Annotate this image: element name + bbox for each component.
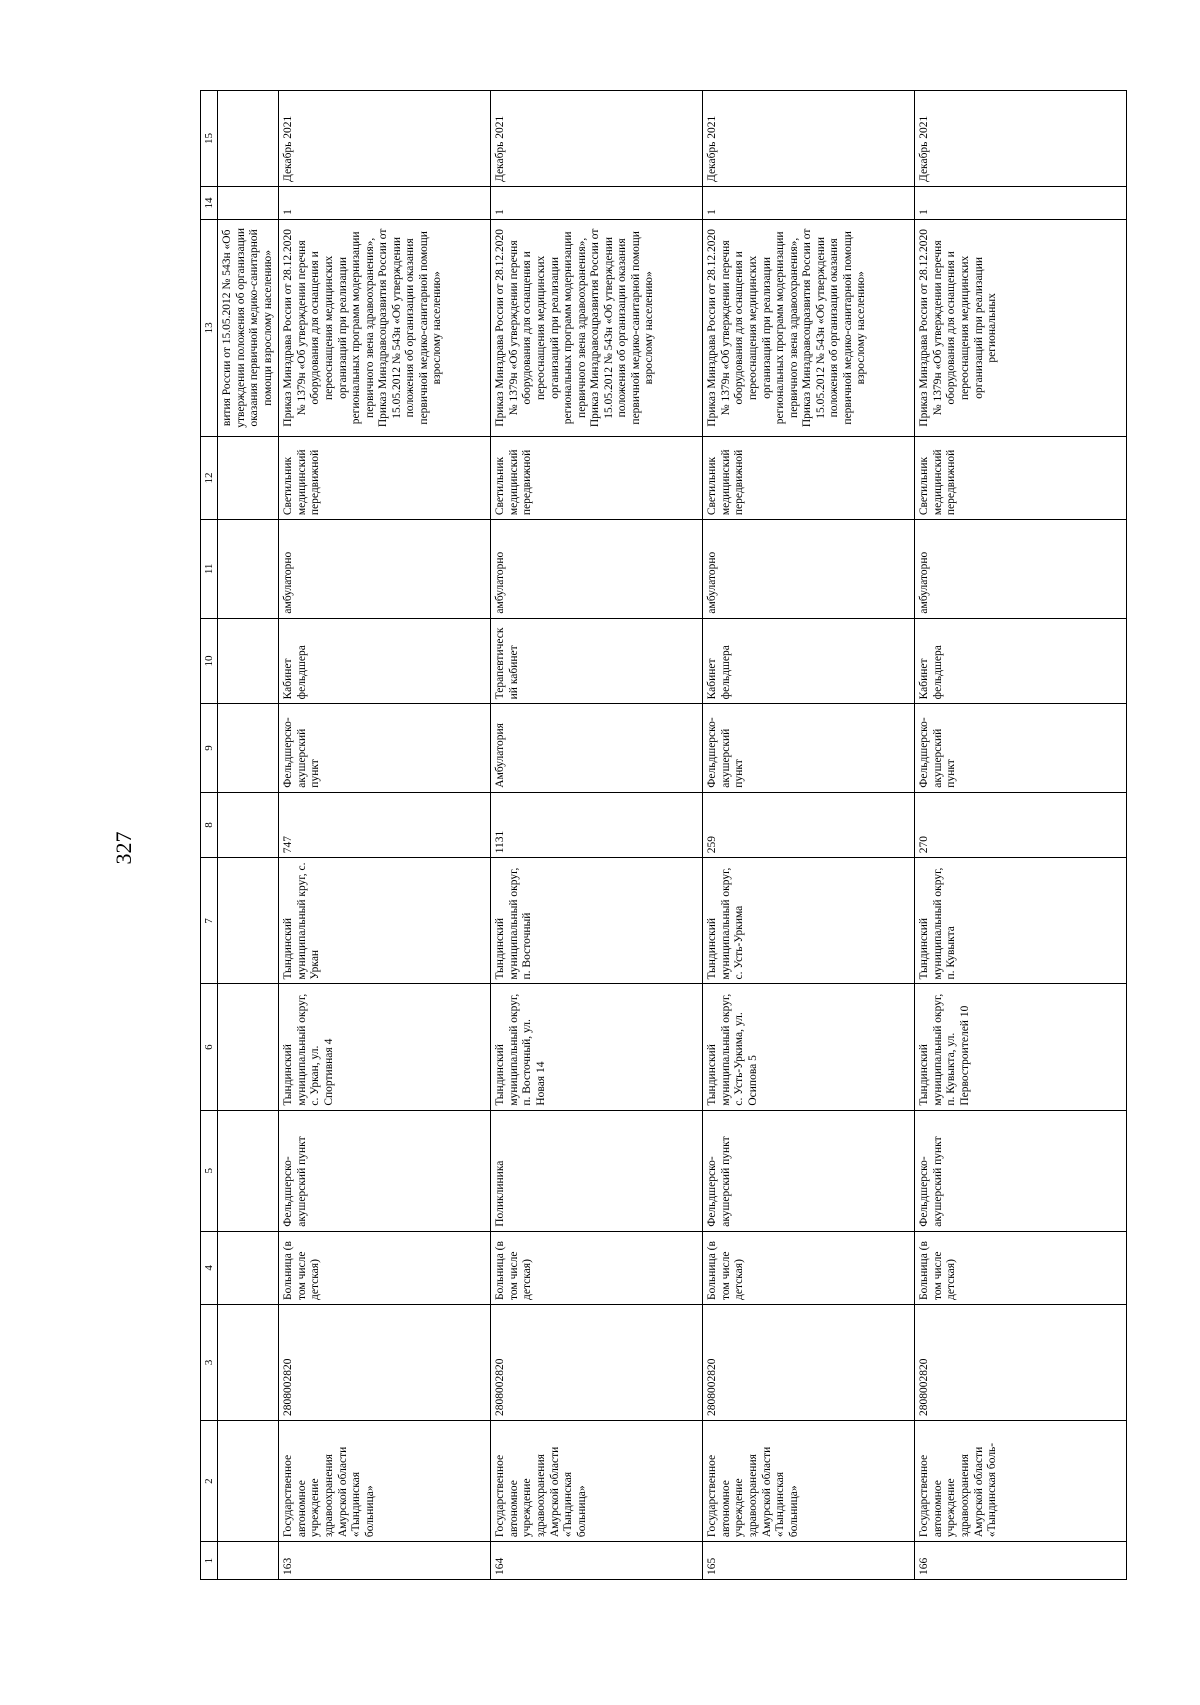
subdivision: Фельдшерско-акушерский пункт [703,1110,915,1231]
legal-basis: Приказ Минздрава России от 28.12.2020 № 1379н «Об утверждении перечня оборудования для оснащения и переоснащения медицинских организаций при реализации региональных программ модернизации первичного звена здравоохранения», Приказ Минздравсоцразвития России от 15.05.2012 № 543н «Об утверждении положения об организации оказания первичной медико-санитарной помощи взрослому населению» [491,219,703,436]
legal-basis: Приказ Минздрава России от 28.12.2020 № 1379н «Об утверждении перечня оборудования для оснащения и переоснащения медицинских организаций при реализации региональных программ модернизации первичного звена здравоохранения», Приказ Минздравсоцразвития России от 15.05.2012 № 543н «Об утверждении положения об организации оказания первичной медико-санитарной помощи взрослому населению» [703,219,915,436]
care-type: амбулаторно [491,520,703,618]
quantity: 1 [915,187,1127,220]
address: Тындинский муниципальный округ, с. Уркан, ул. Спортивная 4 [279,984,491,1110]
row-number: 165 [703,1542,915,1580]
column-number-row [201,91,218,1580]
col-header: 10 [201,618,218,704]
org-type: Больница (в том числе детская) [279,1231,491,1304]
unit: Фельдшерско-акушерский пункт [279,704,491,792]
equipment: Светильник медицинский передвижной [703,436,915,519]
legal-basis: Приказ Минздрава России от 28.12.2020 № 1379н «Об утверждении перечня оборудования для оснащения и переоснащения медицинских организаций при реализации региональных программ модернизации первичного звена здравоохранения», Приказ Минздравсоцразвития России от 15.05.2012 № 543н «Об утверждении положения об организации оказания первичной медико-санитарной помощи взрослому населению» [279,219,491,436]
legal-basis: Приказ Минздрава России от 28.12.2020 № 1379н «Об утверждении перечня оборудования для оснащения и переоснащения медицинских организаций при реализации региональных [915,219,1127,436]
table-row [279,91,491,1580]
deadline: Декабрь 2021 [703,91,915,187]
col-header: 4 [201,1231,218,1304]
col-header: 15 [201,91,218,187]
locality: Тындинский муниципальный округ, п. Кувыкта [915,858,1127,984]
equipment: Светильник медицинский передвижной [915,436,1127,519]
page-number: 327 [111,831,136,865]
room: Кабинет фельдшера [703,618,915,704]
quantity: 1 [703,187,915,220]
org-type: Больница (в том числе детская) [491,1231,703,1304]
deadline: Декабрь 2021 [915,91,1127,187]
address: Тындинский муниципальный округ, с. Усть-Уркима, ул. Осипова 5 [703,984,915,1110]
equipment-table [200,90,1127,1580]
col-header: 8 [201,792,218,858]
population: 270 [915,792,1127,858]
inn: 2808002820 [279,1304,491,1420]
row-number: 163 [279,1542,491,1580]
subdivision: Фельдшерско-акушерский пункт [279,1110,491,1231]
room: Терапевтический кабинет [491,618,703,704]
col-header: 7 [201,858,218,984]
col-header: 14 [201,187,218,220]
col-header: 3 [201,1304,218,1420]
care-type: амбулаторно [915,520,1127,618]
equipment: Светильник медицинский передвижной [491,436,703,519]
quantity: 1 [491,187,703,220]
address: Тындинский муниципальный округ, п. Кувыкта, ул. Первостроителей 10 [915,984,1127,1110]
room: Кабинет фельдшера [915,618,1127,704]
locality: Тындинский муниципальный округ, п. Восточный [491,858,703,984]
col-header: 6 [201,984,218,1110]
col-header: 9 [201,704,218,792]
unit: Амбулатория [491,704,703,792]
org-type: Больница (в том числе детская) [703,1231,915,1304]
address: Тындинский муниципальный округ, п. Восточный, ул. Новая 14 [491,984,703,1110]
continuation-basis-text: вития России от 15.05.2012 № 543н «Об утверждении положения об организации оказания первичной медико-санитарной помощи взрослому населению» [218,219,279,436]
organization: Государственное автономное учреждение здравоохранения Амурской области «Тындинская больница» [279,1421,491,1542]
col-header: 13 [201,219,218,436]
row-number: 166 [915,1542,1127,1580]
inn: 2808002820 [915,1304,1127,1420]
locality: Тындинский муниципальный округ, с. Усть-Уркима [703,858,915,984]
table-row [915,91,1127,1580]
equipment: Светильник медицинский передвижной [279,436,491,519]
population: 747 [279,792,491,858]
organization: Государственное автономное учреждение здравоохранения Амурской области «Тындинская боль- [915,1421,1127,1542]
org-type: Больница (в том числе детская) [915,1231,1127,1304]
room: Кабинет фельдшера [279,618,491,704]
col-header: 12 [201,436,218,519]
organization: Государственное автономное учреждение здравоохранения Амурской области «Тындинская больница» [491,1421,703,1542]
quantity: 1 [279,187,491,220]
unit: Фельдшерско-акушерский пункт [703,704,915,792]
row-number: 164 [491,1542,703,1580]
population: 1131 [491,792,703,858]
table-row [703,91,915,1580]
col-header: 11 [201,520,218,618]
care-type: амбулаторно [279,520,491,618]
col-header: 5 [201,1110,218,1231]
care-type: амбулаторно [703,520,915,618]
deadline: Декабрь 2021 [491,91,703,187]
col-header: 2 [201,1421,218,1542]
inn: 2808002820 [491,1304,703,1420]
locality: Тындинский муниципальный круг, с. Уркан [279,858,491,984]
continuation-row [218,91,279,1580]
inn: 2808002820 [703,1304,915,1420]
subdivision: Поликлиника [491,1110,703,1231]
table-row [491,91,703,1580]
col-header: 1 [201,1542,218,1580]
organization: Государственное автономное учреждение здравоохранения Амурской области «Тындинская больница» [703,1421,915,1542]
subdivision: Фельдшерско-акушерский пункт [915,1110,1127,1231]
rotated-table-container [200,90,1118,1580]
document-page [200,90,1200,1590]
population: 259 [703,792,915,858]
deadline: Декабрь 2021 [279,91,491,187]
unit: Фельдшерско-акушерский пункт [915,704,1127,792]
